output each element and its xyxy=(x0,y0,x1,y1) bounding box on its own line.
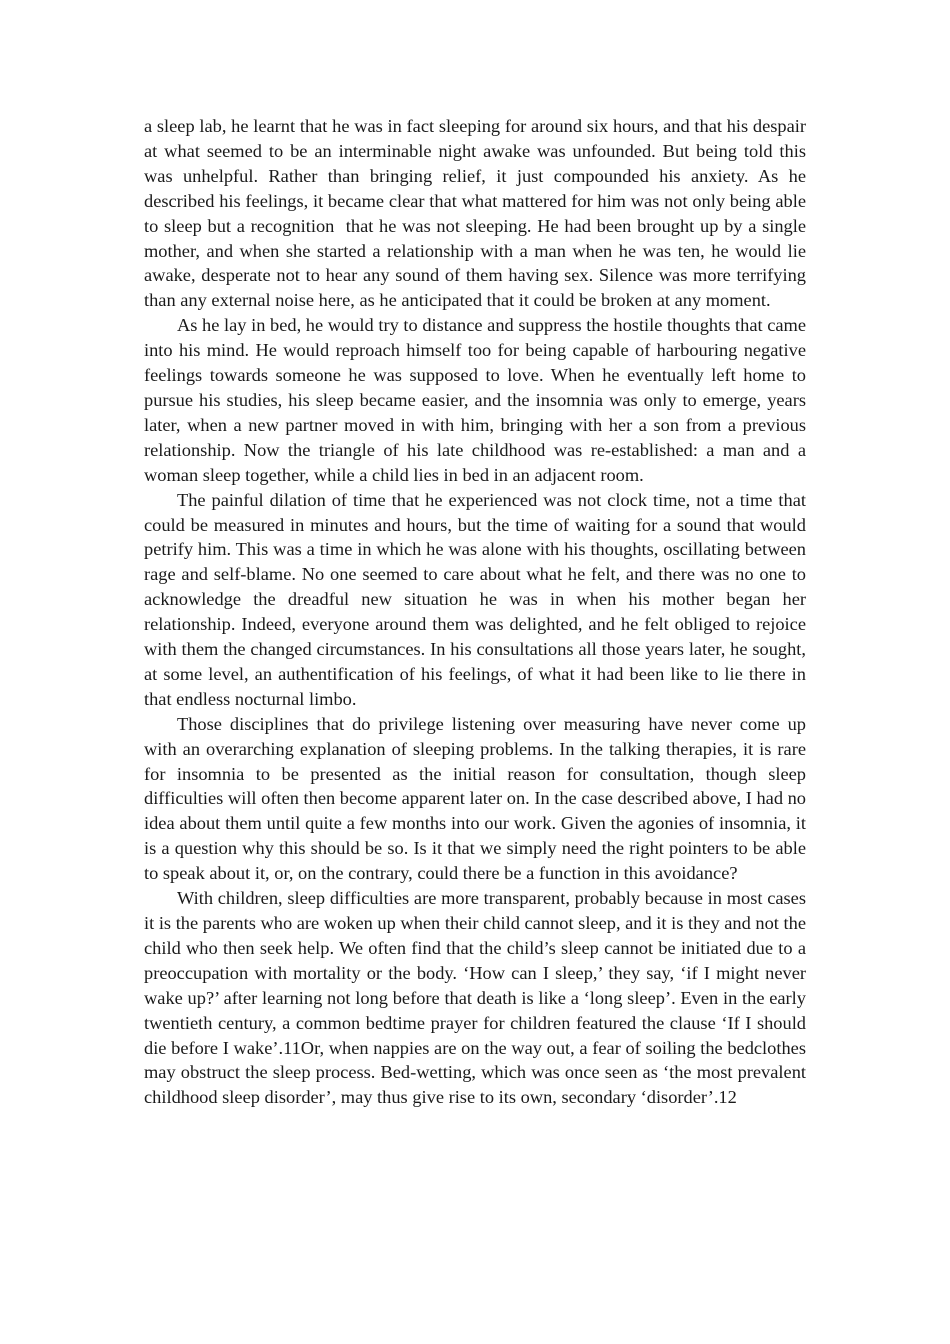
paragraph-5: With children, sleep difficulties are more transparent, probably because in most cases it is the parents who are woken up when their child cannot sleep, and it is they and not the child who then seek help. We often find that the child’s sleep cannot be initiated due to a preoccupation with mortality or the body. ‘How can I sleep,’ they say, ‘if I might never wake up?’ after learning not long before that death is like a ‘long sleep’. Even in the early twentieth century, a common bedtime prayer for children featured the clause ‘If I should die before I wake’.11Or, when nappies are on the way out, a fear of soiling the bedclothes may obstruct the sleep process. Bed-wetting, which was once seen as ‘the most prevalent childhood sleep disorder’, may thus give rise to its own, secondary ‘disorder’.12 xyxy=(144,888,806,1108)
paragraph-3: The painful dilation of time that he experienced was not clock time, not a time that could be measured in minutes and hours, but the time of waiting for a sound that would petrify him. This was a time in which he was alone with his thoughts, oscillating between rage and self-blame. No one seemed to care about what he felt, and there was no one to acknowledge the dreadful new situation he was in when his mother began her relationship. Indeed, everyone around them was delighted, and he felt obliged to rejoice with them the changed circumstances. In his consultations all those years later, he sought, at some level, an authentification of his feelings, of what it had been like to lie there in that endless nocturnal limbo. xyxy=(144,489,806,709)
paragraph-1: a sleep lab, he learnt that he was in fact sleeping for around six hours, and that his despair at what seemed to be an interminable night awake was unfounded. But being told this was unhelpful. Rather than bringing relief, it just compounded his anxiety. As he described his feelings, it became clear that what mattered for him was not only being able to sleep but a recognition that he was not sleeping. He had been brought up by a single mother, and when she started a relationship with a man when he was ten, he would lie awake, desperate not to hear any sound of them having sex. Silence was more terrifying than any external noise here, as he anticipated that it could be broken at any moment. xyxy=(144,116,806,311)
paragraph-4: Those disciplines that do privilege listening over measuring have never come up with an overarching explanation of sleeping problems. In the talking therapies, it is rare for insomnia to be presented as the initial reason for consultation, though sleep difficulties will often then become apparent later on. In the case described above, I had no idea about them until quite a few months into our work. Given the agonies of insomnia, it is a question why this should be so. Is it that we simply need the right pointers to be able to speak about it, or, on the contrary, could there be a function in this avoidance? xyxy=(144,713,806,884)
page-body xyxy=(144,114,806,1110)
paragraph-2: As he lay in bed, he would try to distance and suppress the hostile thoughts that came into his mind. He would reproach himself too for being capable of harbouring negative feelings towards someone he was supposed to love. When he eventually left home to pursue his studies, his sleep became easier, and the insomnia was only to emerge, years later, when a new partner moved in with him, bringing with her a son from a previous relationship. Now the triangle of his late childhood was re-established: a man and a woman sleep together, while a child lies in bed in an adjacent room. xyxy=(144,315,806,485)
